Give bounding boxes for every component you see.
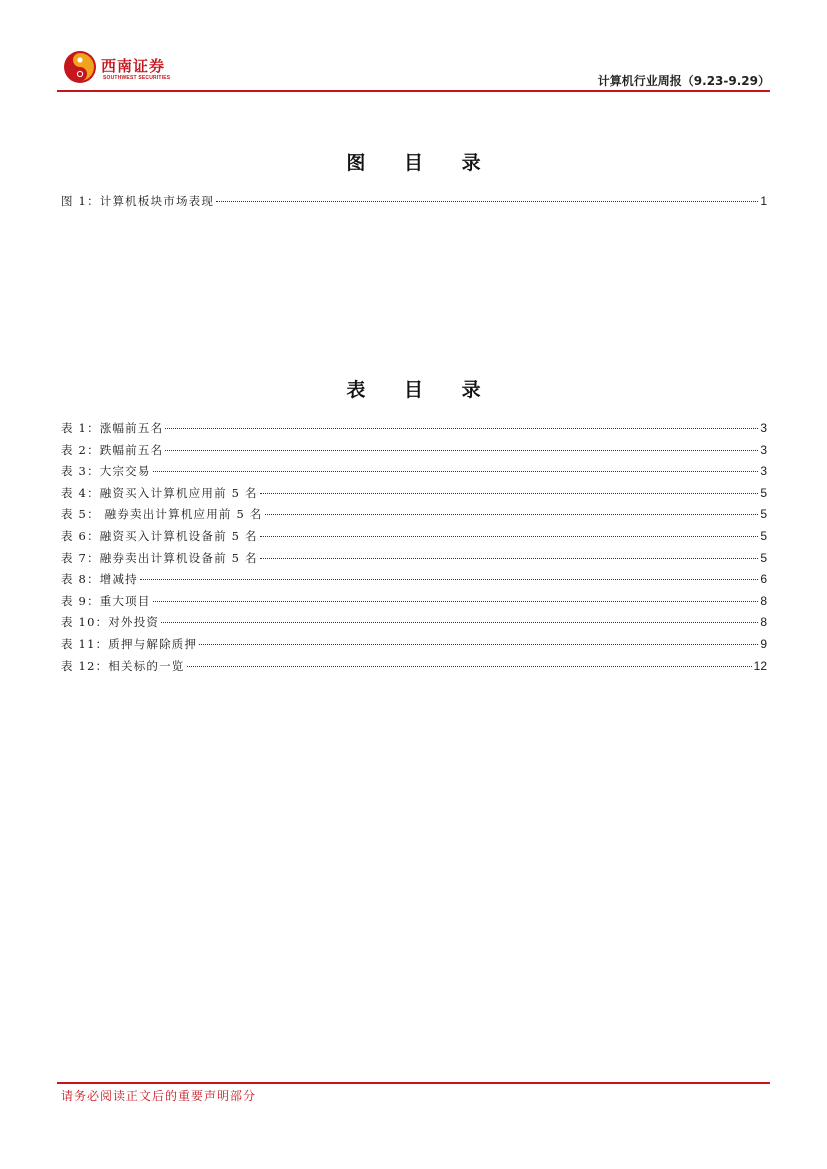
toc-page-number: 12 [753, 658, 767, 673]
toc-page-number: 5 [760, 528, 767, 543]
toc-entry-label: 表 4：融资买入计算机应用前 5 名 [61, 485, 258, 500]
figure-toc-title: 图 目 录 [346, 152, 497, 174]
table-toc-entry[interactable] [61, 528, 767, 550]
table-toc-entry[interactable] [61, 571, 767, 593]
toc-page-number: 5 [760, 485, 767, 500]
toc-dot-leader [216, 201, 758, 202]
toc-page-number: 9 [760, 636, 767, 651]
toc-entry-label: 表 10：对外投资 [61, 615, 160, 630]
toc-dot-leader [187, 666, 752, 667]
table-toc-entry[interactable] [61, 485, 767, 507]
footer-divider [57, 1082, 770, 1084]
toc-dot-leader [140, 579, 758, 580]
header-divider [57, 90, 770, 92]
footer-disclaimer-notice: 请务必阅读正文后的重要声明部分 [61, 1089, 257, 1103]
toc-dot-leader [260, 558, 759, 559]
toc-entry-label: 表 7：融券卖出计算机设备前 5 名 [61, 550, 258, 565]
table-toc-list [61, 420, 767, 679]
figure-toc-entry[interactable] [61, 193, 767, 215]
toc-entry-label: 图 1：计算机板块市场表现 [61, 194, 215, 208]
toc-page-number: 3 [760, 442, 767, 457]
toc-page-number: 3 [760, 421, 767, 435]
southwest-securities-logo-icon [63, 50, 97, 84]
toc-entry-label: 表 12：相关标的一览 [61, 658, 185, 673]
toc-dot-leader [265, 514, 759, 515]
table-toc-entry[interactable] [61, 550, 767, 572]
company-logo [63, 50, 203, 86]
logo-chinese-name: 西南证券 [101, 57, 166, 75]
table-toc-entry[interactable] [61, 506, 767, 528]
toc-dot-leader [153, 471, 759, 472]
toc-page-number: 1 [760, 194, 767, 208]
toc-entry-label: 表 8：增减持 [61, 572, 138, 587]
toc-page-number: 5 [760, 550, 767, 565]
toc-entry-label: 表 2：跌幅前五名 [61, 442, 164, 457]
toc-page-number: 8 [760, 593, 767, 608]
toc-entry-label: 表 6：融资买入计算机设备前 5 名 [61, 528, 258, 543]
toc-dot-leader [199, 644, 758, 645]
table-toc-entry[interactable] [61, 614, 767, 636]
report-title: 计算机行业周报（9.23-9.29） [597, 74, 770, 88]
logo-english-name: SOUTHWEST SECURITIES [103, 75, 171, 81]
toc-dot-leader [260, 493, 759, 494]
toc-dot-leader [153, 601, 759, 602]
toc-entry-label: 表 1：涨幅前五名 [61, 421, 164, 435]
table-toc-entry[interactable] [61, 593, 767, 615]
toc-dot-leader [260, 536, 759, 537]
table-toc-entry[interactable] [61, 463, 767, 485]
toc-dot-leader [165, 450, 758, 451]
table-toc-entry[interactable] [61, 420, 767, 442]
toc-page-number: 3 [760, 464, 767, 479]
table-toc-entry[interactable] [61, 658, 767, 680]
toc-entry-label: 表 5： 融券卖出计算机应用前 5 名 [61, 507, 263, 522]
toc-dot-leader [165, 428, 758, 429]
toc-entry-label: 表 11：质押与解除质押 [61, 636, 198, 651]
table-toc-title: 表 目 录 [346, 379, 497, 401]
page-header [57, 48, 770, 94]
figure-toc-list [61, 193, 767, 215]
table-toc-entry[interactable] [61, 636, 767, 658]
toc-page-number: 5 [760, 507, 767, 522]
toc-entry-label: 表 9：重大项目 [61, 593, 151, 608]
toc-page-number: 6 [760, 572, 767, 587]
toc-dot-leader [161, 622, 758, 623]
toc-page-number: 8 [760, 615, 767, 630]
toc-entry-label: 表 3：大宗交易 [61, 464, 151, 479]
table-toc-entry[interactable] [61, 442, 767, 464]
